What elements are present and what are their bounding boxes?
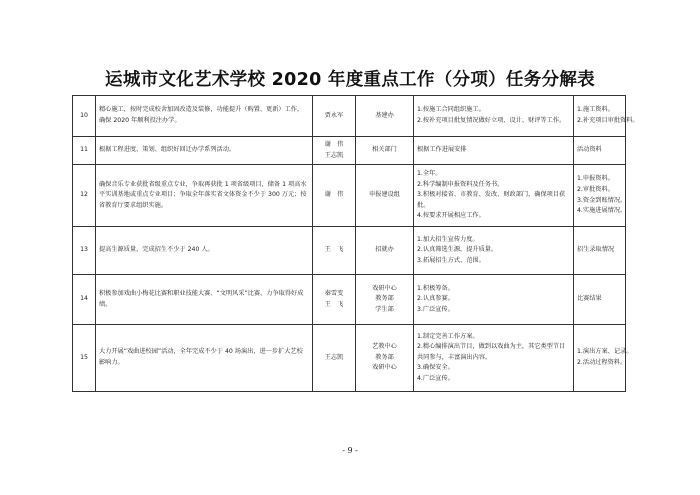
department-name: 基建办 [375,111,394,119]
table-row [73,325,626,392]
department-name: 教务部 [375,353,394,361]
result-item: 1.施工资料。 [577,106,614,114]
measure-item: 1.全年。 [417,170,442,178]
results-cell [574,325,633,392]
row-number-cell: 14 [73,275,96,325]
leader-name: 秦雪变 [324,289,344,297]
result-item: 1.演出方案、记录。 [577,348,633,356]
leader-cell [313,96,356,137]
department-name: 艺教中心 [372,343,397,351]
results-cell [574,275,626,325]
leader-name: 谢 伟 [324,191,344,199]
department-name: 学生部 [375,305,394,313]
table-row [73,165,626,227]
result-item: 2.审批资料。 [577,185,614,193]
table-row [73,137,626,165]
leader-name: 王志凯 [324,151,344,159]
result-item: 招生录取情况 [577,246,615,254]
row-number-cell: 10 [73,96,96,137]
leader-name: 谢 伟 [324,140,344,148]
department-cell [356,165,414,227]
department-name: 戏研中心 [372,284,397,292]
department-cell [356,325,414,392]
department-name: 申报建设组 [369,191,400,199]
measure-item: 2.科学编制申报资料及任务书。 [417,180,504,188]
measures-cell [414,227,574,275]
page-title: 运城市文化艺术学校 2020 年度重点工作（分项）任务分解表 [105,70,595,90]
row-number-cell: 11 [73,137,96,165]
leader-name: 王志凯 [324,353,344,361]
result-item: 活动资料 [577,146,602,154]
results-cell [574,137,626,165]
results-cell [574,165,626,227]
leader-cell [313,275,356,325]
results-cell [574,96,639,137]
measures-cell [414,96,574,137]
measure-item: 1.制定完善工作方案。 [417,332,479,340]
measures-cell [414,325,574,392]
result-item: 4.实施进展情况。 [577,207,627,215]
measure-item: 3.确保安全。 [417,364,454,372]
measure-item: 4.按要求开展相应工作。 [417,212,485,220]
leader-name: 王 飞 [324,246,344,254]
measure-item: 2.认真参赛。 [417,295,454,303]
table-row [73,96,626,137]
measures-cell [414,275,574,325]
task-cell: 精心施工，按时完成校舍加固改造及装修，功能提升（购置、更新）工作，确保 2020 年顺利投注办学。 [96,96,313,137]
department-cell [356,137,414,165]
measure-item: 3.广泛宣传。 [417,305,454,313]
measure-item: 1.加大招生宣传力度。 [417,235,479,243]
measure-item: 4.广泛宣传。 [417,374,454,382]
measure-item: 3.积极对接省、市教育、发改、财政部门，确保项目获批。 [417,191,566,209]
result-item: 2.活动过程资料。 [577,359,627,366]
measure-item: 1.积极筹备。 [417,284,454,292]
department-name: 教务部 [375,295,394,303]
row-number-cell: 13 [73,227,96,275]
leader-name: 贾永军 [324,111,344,119]
results-cell [574,227,626,275]
task-cell: 积极参加戏曲小梅花比赛和职业技能大赛、“文明风采”比赛，力争取得好成绩。 [96,275,313,325]
task-cell: 大力开展“戏曲进校园”活动，全年完成不少于 40 场演出，进一步扩大艺校影响力。 [96,325,313,392]
task-cell: 确保音乐专业获批省级重点专业，争取再获批 1 项省级项目，储备 1 项高水平实训基地或重点专业项目；争取全年落实省文体资金不少于 300 万元；按省教育厅要求组织实施。 [96,165,313,227]
leader-cell [313,165,356,227]
measure-item: 1.按施工合同组织施工。 [417,106,485,114]
leader-name: 王 飞 [324,300,344,308]
department-cell [356,227,414,275]
table-row [73,275,626,325]
row-number-cell: 12 [73,165,96,227]
table-row [73,227,626,275]
measure-item: 2.认真筛选生源，提升质量。 [417,246,498,254]
leader-cell [313,137,356,165]
department-cell [356,275,414,325]
leader-cell [313,227,356,275]
department-name: 戏研中心 [372,364,397,372]
measures-cell [414,165,574,227]
measures-cell [414,137,574,165]
measure-item: 3.拓展招生方式、范围。 [417,256,485,264]
row-number-cell: 15 [73,325,96,392]
task-cell: 提高生源质量，完成招生不少于 240 人。 [96,227,313,275]
result-item: 1.申报资料。 [577,175,614,183]
department-name: 相关部门 [372,146,397,154]
measure-item: 2.精心编排演出节目，做到以戏曲为主，其它类型节目共同参与，丰富演出内容。 [417,343,566,361]
page-number: - 9 - [342,446,358,455]
department-cell [356,96,414,137]
task-cell: 根据工程进度，策划、组织好回迁办学系列活动。 [96,137,313,165]
result-item: 比赛结果 [577,295,602,303]
measure-item: 根据工作进展安排 [417,146,467,154]
task-table [72,95,639,392]
result-item: 3.资金到账情况。 [577,196,627,204]
department-name: 招就办 [375,246,394,254]
measure-item: 2.按补充项目批复情况做好立项、设计、财评等工作。 [417,117,566,124]
leader-cell [313,325,356,392]
result-item: 2.补充项目审批资料。 [577,117,639,124]
